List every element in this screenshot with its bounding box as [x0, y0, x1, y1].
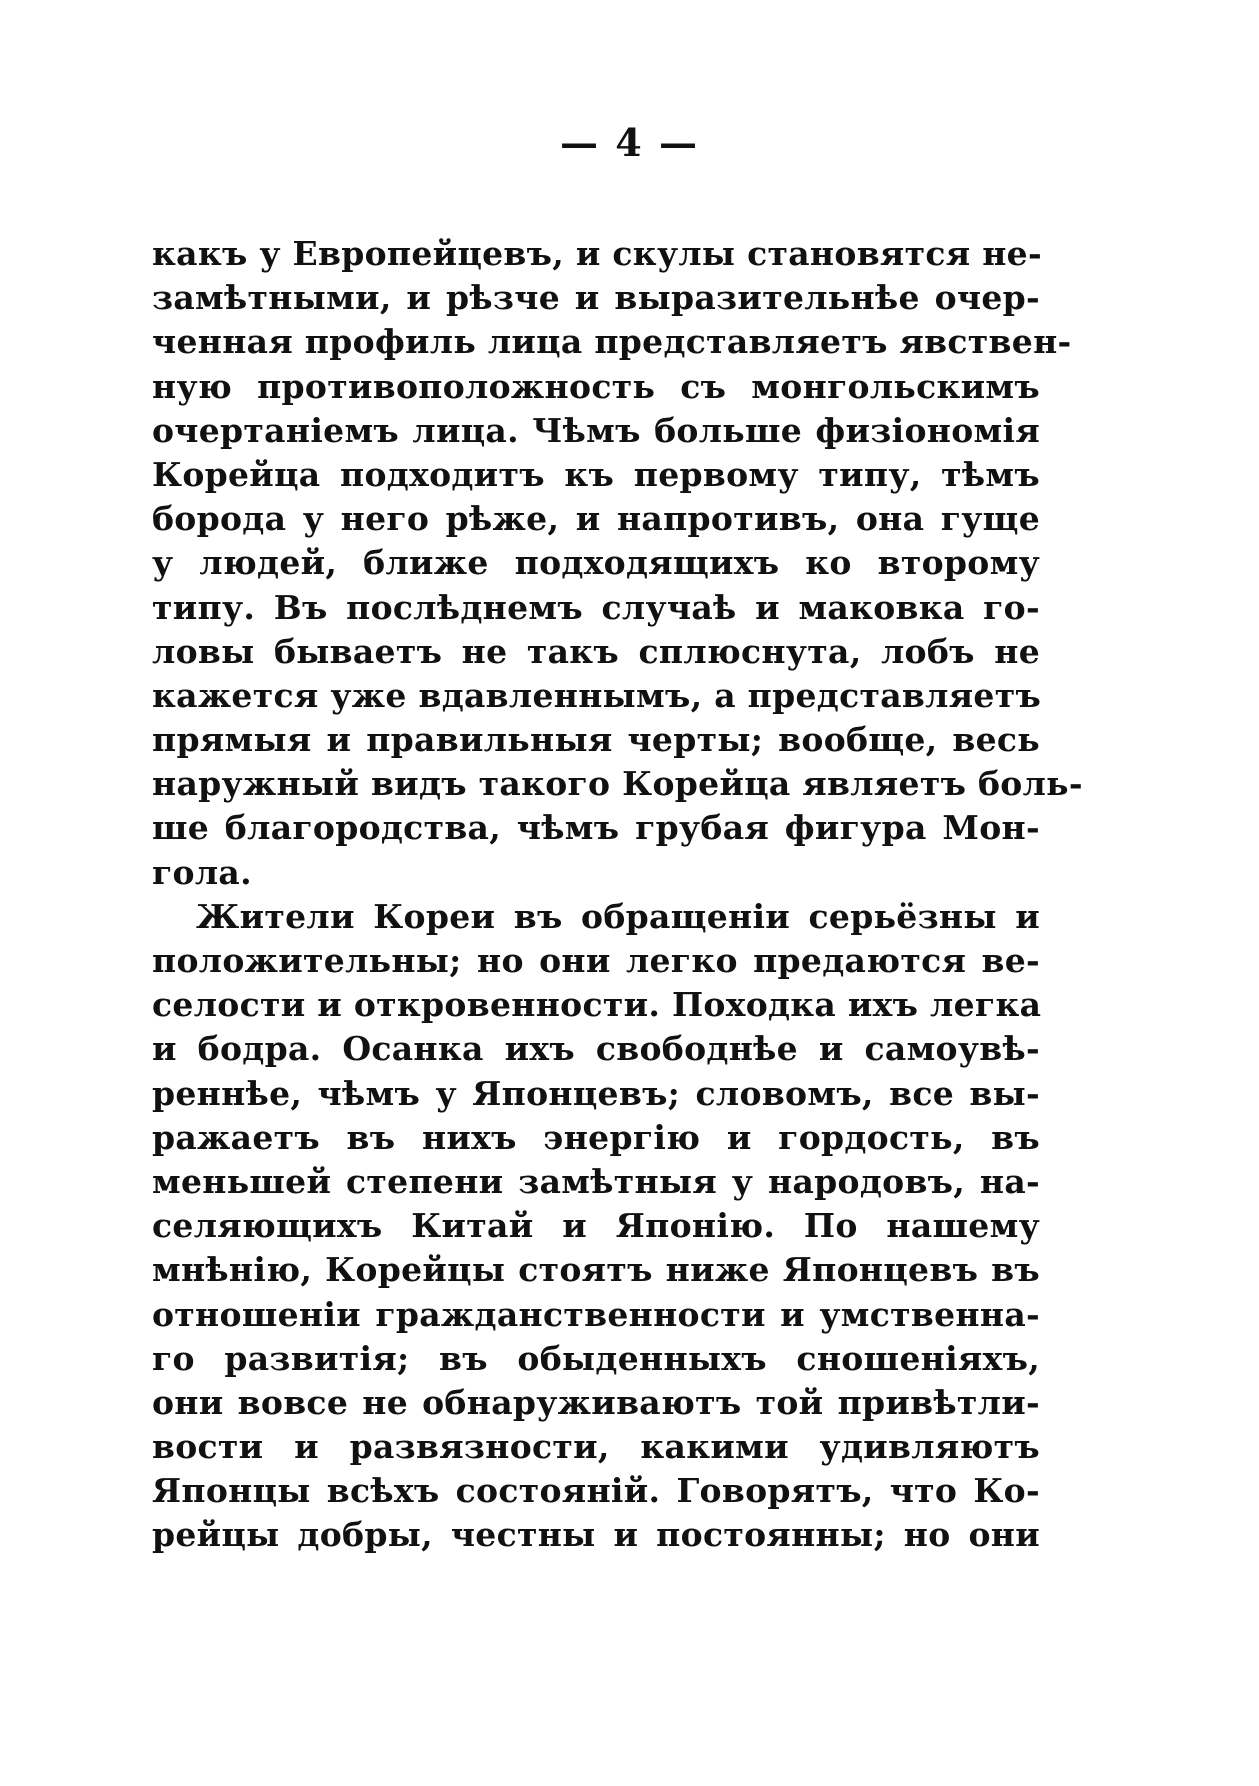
text-line: го развитія; въ обыденныхъ сношеніяхъ, — [152, 1338, 1040, 1378]
text-line: они вовсе не обнаруживаютъ той привѣтли- — [152, 1382, 1040, 1422]
text-line: гола. — [152, 852, 252, 892]
paragraph-2 — [152, 895, 1040, 1558]
text-line: Жители Кореи въ обращеніи серьёзны и — [196, 896, 1040, 936]
text-line: наружный видъ такого Корейца являетъ боль- — [152, 764, 1083, 804]
text-line: вости и развязности, какими удивляютъ — [152, 1427, 1040, 1467]
text-line: очертаніемъ лица. Чѣмъ больше физіономія — [152, 410, 1040, 450]
text-line: ченная профиль лица представляетъ явствен- — [152, 322, 1072, 362]
text-line: Корейца подходитъ къ первому типу, тѣмъ — [152, 454, 1040, 494]
body-text — [152, 232, 1083, 1558]
text-line: положительны; но они легко предаются ве- — [152, 941, 1040, 980]
text-line: и бодра. Осанка ихъ свободнѣе и самоувѣ- — [152, 1029, 1040, 1069]
text-line: реннѣе, чѣмъ у Японцевъ; словомъ, все вы- — [152, 1073, 1040, 1113]
text-line: замѣтными, и рѣзче и выразительнѣе очер- — [152, 278, 1040, 318]
text-line: ную противоположность съ монгольскимъ — [152, 366, 1040, 406]
text-line: какъ у Европейцевъ, и скулы становятся не- — [152, 234, 1042, 273]
text-line: ловы бываетъ не такъ сплюснута, лобъ не — [152, 631, 1040, 671]
text-line: селости и откровенности. Походка ихъ легка — [152, 985, 1042, 1025]
text-line: борода у него рѣже, и напротивъ, она гуще — [152, 499, 1040, 539]
text-line: мнѣнію, Корейцы стоятъ ниже Японцевъ въ — [152, 1250, 1040, 1290]
paragraph-1 — [152, 232, 1083, 895]
text-line: ше благородства, чѣмъ грубая фигура Мон- — [152, 808, 1040, 848]
text-line: отношеніи гражданственности и умственна- — [152, 1294, 1040, 1334]
text-line: селяющихъ Китай и Японію. По нашему — [152, 1206, 1040, 1246]
text-line: прямыя и правильныя черты; вообще, весь — [152, 720, 1040, 760]
text-line: кажется уже вдавленнымъ, а представляетъ — [152, 675, 1042, 715]
text-line: у людей, ближе подходящихъ ко второму — [152, 543, 1040, 583]
page-number: — 4 — — [560, 120, 699, 165]
text-line: типу. Въ послѣднемъ случаѣ и маковка го- — [152, 587, 1040, 627]
text-line: ражаетъ въ нихъ энергію и гордость, въ — [152, 1117, 1040, 1157]
text-line: меньшей степени замѣтныя у народовъ, на- — [152, 1161, 1040, 1201]
text-line: Японцы всѣхъ состояній. Говорятъ, что Ко- — [152, 1471, 1040, 1511]
text-line: рейцы добры, честны и постоянны; но они — [152, 1515, 1040, 1555]
